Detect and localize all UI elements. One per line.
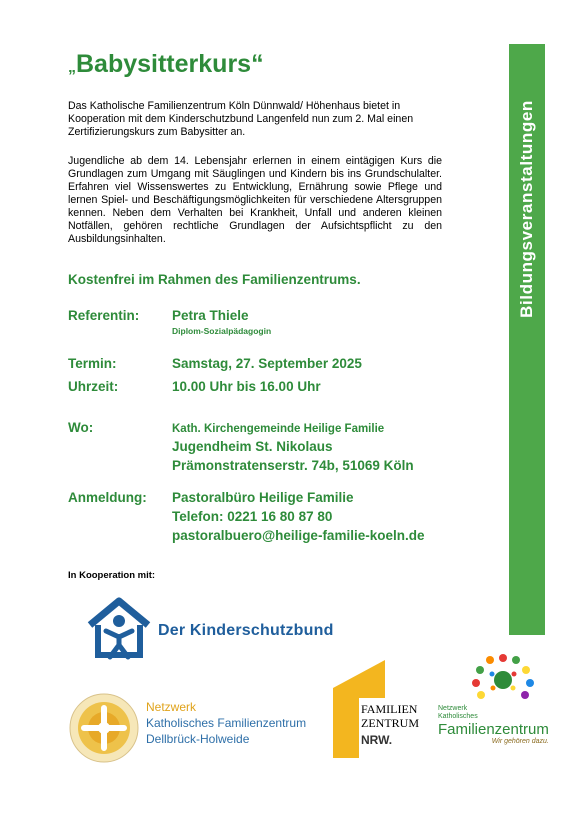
wo-label: Wo: (68, 420, 94, 435)
anmeldung-label: Anmeldung: (68, 490, 147, 505)
title-text: Babysitterkurs (76, 50, 252, 78)
netzwerk-line3: Dellbrück-Holweide (146, 732, 250, 746)
fz-line1: FAMILIEN (361, 702, 418, 716)
nkf-line2: Katholisches (438, 713, 478, 720)
nkf-tagline: Wir gehören dazu. (491, 738, 549, 745)
netzwerk-familienzentrum-dots-icon (468, 650, 538, 710)
fz-nrw-text: NRW. (361, 733, 393, 747)
netzwerk-line1: Netzwerk (146, 700, 197, 714)
cost-note: Kostenfrei im Rahmen des Familienzentrums. (68, 272, 361, 287)
anmeldung-email[interactable]: pastoralbuero@heilige-familie-koeln.de (172, 528, 425, 543)
uhrzeit-label: Uhrzeit: (68, 379, 119, 394)
termin-label: Termin: (68, 356, 117, 371)
title-close-quote: “ (251, 50, 264, 78)
fz-line2: ZENTRUM (361, 716, 419, 730)
side-banner (509, 44, 545, 374)
netzwerk-emblem-icon (68, 692, 140, 764)
netzwerk-logo-text (146, 699, 306, 747)
kinderschutzbund-logo-icon (84, 595, 154, 665)
page-title (68, 50, 264, 79)
familienzentrum-nrw-text (361, 702, 419, 730)
wo-church: Kath. Kirchengemeinde Heilige Familie (172, 423, 385, 435)
referentin-title: Diplom-Sozialpädagogin (172, 326, 272, 336)
nkf-brand: Familienzentrum (438, 721, 549, 738)
netzwerk-familienzentrum-text (438, 705, 549, 745)
title-open-quote: „ (68, 59, 76, 76)
anmeldung-office: Pastoralbüro Heilige Familie (172, 490, 354, 505)
referentin-label: Referentin: (68, 308, 140, 323)
wo-address: Prämonstratenserstr. 74b, 51069 Köln (172, 458, 414, 473)
netzwerk-line2: Katholisches Familienzentrum (146, 716, 307, 730)
nkf-line1: Netzwerk (438, 705, 468, 712)
side-banner-text: Bildungsveranstaltungen (517, 100, 537, 318)
referentin-name: Petra Thiele (172, 308, 249, 323)
wo-place: Jugendheim St. Nikolaus (172, 439, 333, 454)
uhrzeit-value: 10.00 Uhr bis 16.00 Uhr (172, 379, 321, 394)
cooperation-label: In Kooperation mit: (68, 570, 156, 581)
description-paragraph: Jugendliche ab dem 14. Lebensjahr erlernen in einem eintägigen Kurs die Grundlagen zum Umgang mit Säuglingen und Kindern bis ins Grundschulalter. Erfahren viel Wissenswertes zu Entwicklung, Ernährung sowie Pflege und lernen Spiel- und Beschäftigungsmöglichkeiten für verschiedene Altersgruppen kennen. Neben dem Verhalten bei Krankheit, Unfall und anderen kleinen Notfällen, gehören rechtliche Grundlagen der Aufsichtspflicht zu den Ausbildungsinhalten. (68, 155, 442, 245)
kinderschutzbund-logo-text: Der Kinderschutzbund (158, 622, 334, 639)
anmeldung-phone: Telefon: 0221 16 80 87 80 (172, 509, 333, 524)
intro-paragraph: Das Katholische Familienzentrum Köln Dünnwald/ Höhenhaus bietet in Kooperation mit dem Kinderschutzbund Langenfeld nun zum 2. Mal einen Zertifizierungskurs zum Babysitter an. (68, 100, 414, 138)
termin-value: Samstag, 27. September 2025 (172, 356, 362, 371)
